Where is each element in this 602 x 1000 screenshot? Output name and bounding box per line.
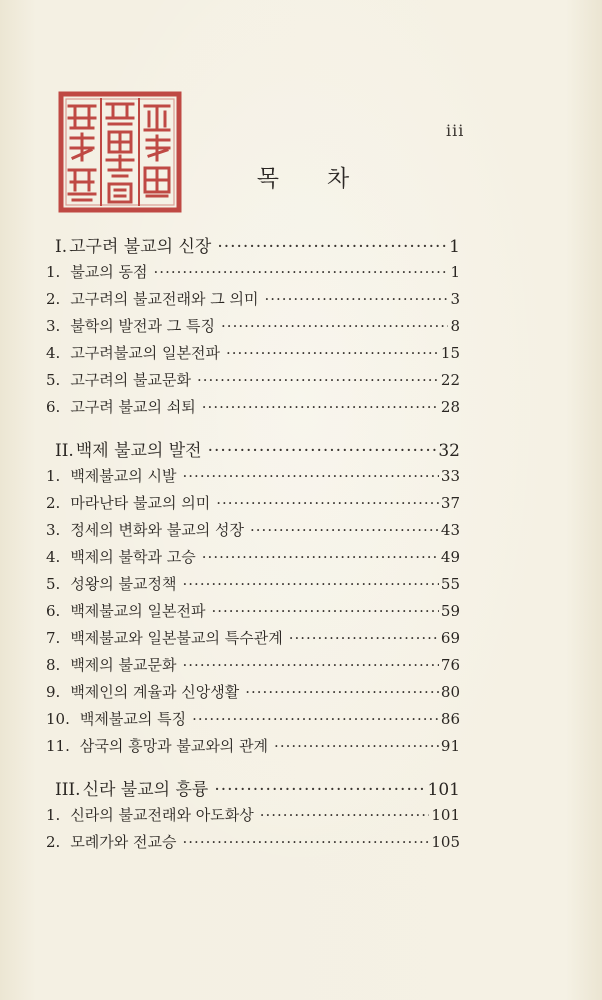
section-title: 백제불교의 시발 (70, 467, 177, 485)
section-page: 33 (440, 467, 460, 485)
toc-section (46, 681, 460, 702)
section-page: 91 (440, 737, 460, 755)
section-title: 백제의 불학과 고승 (70, 548, 196, 566)
section-page: 80 (440, 683, 460, 701)
section-title: 마라난타 불교의 의미 (70, 494, 211, 512)
section-title: 모례가와 전교승 (70, 833, 177, 851)
section-number: 10. (46, 710, 70, 728)
chapter-number: I. (55, 237, 68, 257)
toc-chapter (55, 775, 460, 800)
section-number: 2. (46, 494, 61, 512)
section-number: 6. (46, 602, 61, 620)
chapter-page: 32 (438, 441, 460, 461)
toc-section (46, 288, 460, 309)
dot-leader (202, 548, 439, 566)
section-number: 1. (46, 467, 61, 485)
section-number: 2. (46, 833, 61, 851)
dot-leader (289, 629, 439, 647)
section-number: 5. (46, 371, 61, 389)
section-page: 69 (440, 629, 460, 647)
section-title: 고구려 불교의 쇠퇴 (70, 398, 196, 416)
toc-section (46, 396, 460, 417)
section-number: 3. (46, 521, 61, 539)
section-page: 8 (450, 317, 460, 335)
title-char-2: 차 (327, 166, 352, 192)
toc-section (46, 465, 460, 486)
chapter-title: 고구려 불교의 신장 (69, 237, 212, 257)
dot-leader (202, 398, 439, 416)
dot-leader (183, 467, 439, 485)
toc-section (46, 519, 460, 540)
toc-section (46, 342, 460, 363)
section-title: 백제불교의 특징 (79, 710, 187, 728)
section-title: 백제불교의 일본전파 (70, 602, 206, 620)
page-title (0, 160, 602, 193)
dot-leader (183, 656, 439, 674)
section-page: 43 (440, 521, 460, 539)
toc-chapter (55, 436, 460, 461)
dot-leader (250, 521, 439, 539)
section-title: 정세의 변화와 불교의 성장 (70, 521, 245, 539)
section-title: 불교의 동점 (70, 263, 148, 281)
section-number: 2. (46, 290, 61, 308)
section-title: 고구려의 불교문화 (70, 371, 192, 389)
section-page: 1 (450, 263, 460, 281)
dot-leader (192, 710, 439, 728)
toc-section (46, 546, 460, 567)
section-page: 49 (440, 548, 460, 566)
section-number: 11. (46, 737, 70, 755)
dot-leader (214, 780, 425, 800)
dot-leader (154, 263, 449, 281)
section-title: 백제의 불교문화 (70, 656, 177, 674)
dot-leader (216, 494, 439, 512)
page-number: iii (446, 121, 465, 140)
dot-leader (208, 441, 437, 461)
dot-leader (197, 371, 439, 389)
toc-section (46, 735, 460, 756)
section-number: 8. (46, 656, 61, 674)
section-page: 37 (440, 494, 460, 512)
dot-leader (183, 833, 430, 851)
section-number: 6. (46, 398, 61, 416)
section-title: 신라의 불교전래와 아도화상 (70, 806, 254, 824)
section-number: 1. (46, 806, 61, 824)
red-seal-stamp-icon (57, 90, 183, 214)
toc-section (46, 492, 460, 513)
section-page: 22 (440, 371, 460, 389)
section-number: 1. (46, 263, 61, 281)
toc-section (46, 600, 460, 621)
dot-leader (212, 602, 439, 620)
toc-chapter (55, 232, 460, 257)
section-number: 5. (46, 575, 61, 593)
dot-leader (274, 737, 439, 755)
toc-section (46, 573, 460, 594)
section-number: 4. (46, 344, 61, 362)
section-page: 101 (431, 806, 460, 824)
dot-leader (217, 237, 447, 257)
section-number: 9. (46, 683, 61, 701)
section-page: 86 (440, 710, 460, 728)
chapter-page: 1 (449, 237, 460, 257)
section-title: 백제인의 계율과 신앙생활 (70, 683, 240, 701)
toc-section (46, 804, 460, 825)
dot-leader (260, 806, 430, 824)
toc-section (46, 654, 460, 675)
section-page: 28 (440, 398, 460, 416)
chapter-number: III. (55, 780, 81, 800)
dot-leader (221, 317, 448, 335)
toc-section (46, 627, 460, 648)
chapter-number: II. (55, 441, 74, 461)
section-number: 7. (46, 629, 61, 647)
section-title: 불학의 발전과 그 특징 (70, 317, 216, 335)
toc-section (46, 369, 460, 390)
section-page: 105 (431, 833, 460, 851)
dot-leader (226, 344, 439, 362)
toc-section (46, 831, 460, 852)
section-number: 3. (46, 317, 61, 335)
section-page: 55 (440, 575, 460, 593)
title-char-1: 목 (256, 166, 281, 192)
chapter-page: 101 (427, 780, 460, 800)
section-title: 고구려불교의 일본전파 (70, 344, 220, 362)
section-page: 76 (440, 656, 460, 674)
toc-section (46, 708, 460, 729)
section-title: 고구려의 불교전래와 그 의미 (70, 290, 259, 308)
section-number: 4. (46, 548, 61, 566)
section-page: 3 (450, 290, 460, 308)
dot-leader (183, 575, 439, 593)
chapter-title: 신라 불교의 흥륭 (82, 780, 209, 800)
toc-section (46, 261, 460, 282)
dot-leader (265, 290, 449, 308)
section-page: 59 (440, 602, 460, 620)
dot-leader (245, 683, 439, 701)
section-page: 15 (440, 344, 460, 362)
section-title: 백제불교와 일본불교의 특수관계 (70, 629, 283, 647)
section-title: 삼국의 흥망과 불교와의 관계 (79, 737, 269, 755)
toc-section (46, 315, 460, 336)
section-title: 성왕의 불교정책 (70, 575, 177, 593)
chapter-title: 백제 불교의 발전 (75, 441, 202, 461)
